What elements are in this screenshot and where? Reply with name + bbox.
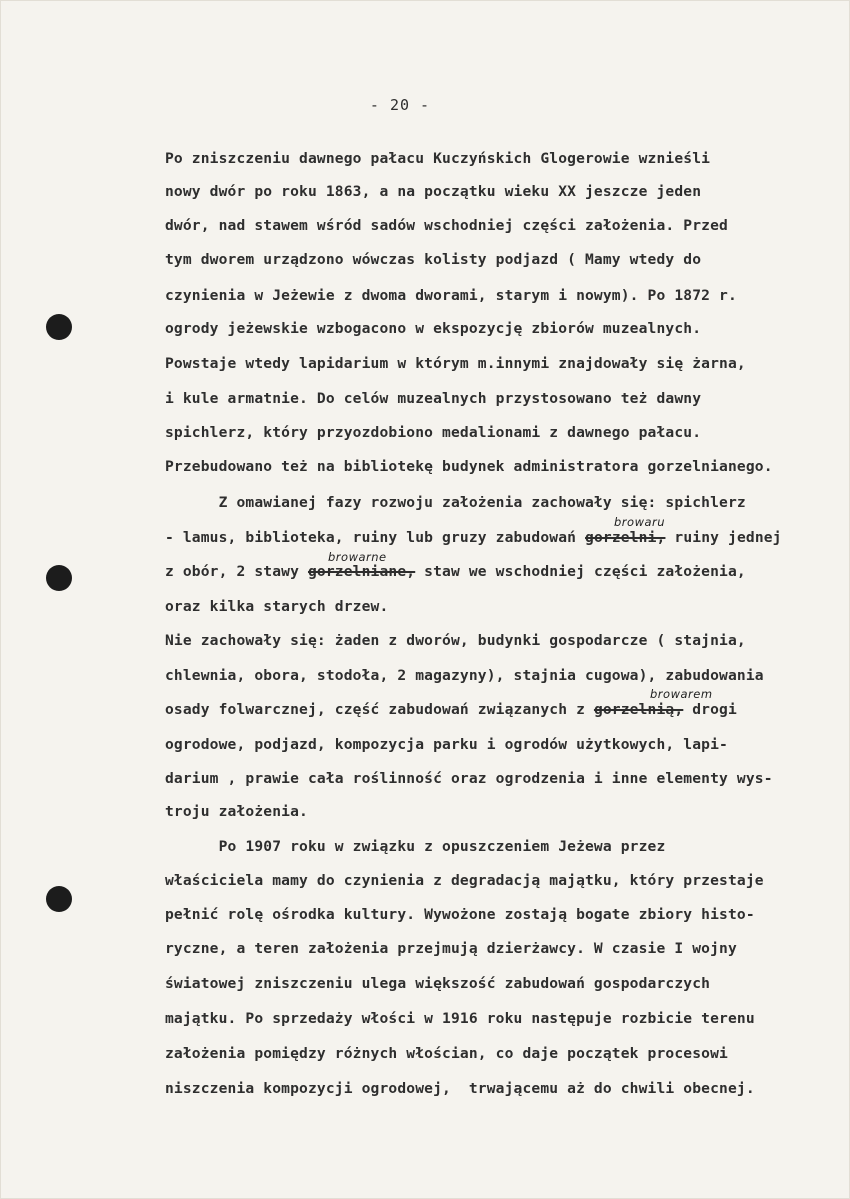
text-line: Po 1907 roku w związku z opuszczeniem Jeżewa przez: [165, 838, 666, 855]
text-line: czynienia w Jeżewie z dwoma dworami, starym i nowym). Po 1872 r.: [165, 287, 737, 304]
text-line: nowy dwór po roku 1863, a na początku wieku XX jeszcze jeden: [165, 183, 702, 200]
text-line: pełnić rolę ośrodka kultury. Wywożone zostają bogate zbiory histo-: [165, 906, 755, 923]
struck-word: gorzelniane,: [307, 563, 416, 580]
handwritten-correction: browarem: [650, 687, 713, 701]
text-line: niszczenia kompozycji ogrodowej, trwającemu aż do chwili obecnej.: [165, 1080, 755, 1097]
struck-word: gorzelnią,: [593, 701, 684, 718]
struck-word: gorzelni,: [585, 529, 666, 546]
text-line: ogrody jeżewskie wzbogacono w ekspozycję zbiorów muzealnych.: [165, 320, 702, 337]
text-line: Powstaje wtedy lapidarium w którym m.innymi znajdowały się żarna,: [165, 355, 746, 372]
text-line: majątku. Po sprzedaży włości w 1916 roku następuje rozbicie terenu: [165, 1010, 755, 1027]
text-line: właściciela mamy do czynienia z degradacją majątku, który przestaje: [165, 872, 764, 889]
text-line: i kule armatnie. Do celów muzealnych przystosowano też dawny: [165, 390, 702, 407]
page-number: - 20 -: [369, 96, 431, 114]
punch-hole: [46, 565, 72, 591]
text-line: z obór, 2 stawy gorzelniane, staw we wschodniej części założenia,: [165, 563, 746, 580]
text-line: oraz kilka starych drzew.: [165, 598, 389, 615]
handwritten-correction: browaru: [614, 515, 666, 529]
text-line: dwór, nad stawem wśród sadów wschodniej części założenia. Przed: [165, 217, 728, 234]
punch-hole: [46, 886, 72, 912]
text-line: tym dworem urządzono wówczas kolisty podjazd ( Mamy wtedy do: [165, 251, 702, 268]
text-line: troju założenia.: [165, 803, 308, 820]
text-line: darium , prawie cała roślinność oraz ogrodzenia i inne elementy wys-: [165, 770, 773, 787]
text-line: chlewnia, obora, stodoła, 2 magazyny), stajnia cugowa), zabudowania: [165, 667, 764, 684]
text-line: założenia pomiędzy różnych włościan, co daje początek procesowi: [165, 1045, 728, 1062]
text-line: Nie zachowały się: żaden z dworów, budynki gospodarcze ( stajnia,: [165, 632, 746, 649]
text-line: ogrodowe, podjazd, kompozycja parku i ogrodów użytkowych, lapi-: [165, 736, 728, 753]
text-line: spichlerz, który przyozdobiono medalionami z dawnego pałacu.: [165, 424, 702, 441]
text-line: - lamus, biblioteka, ruiny lub gruzy zabudowań gorzelni, ruiny jednej: [165, 529, 782, 546]
text-line: światowej zniszczeniu ulega większość zabudowań gospodarczych: [165, 975, 711, 992]
handwritten-correction: browarne: [328, 550, 387, 564]
text-line: osady folwarcznej, część zabudowań związanych z gorzelnią, drogi: [165, 701, 737, 718]
text-line: Po zniszczeniu dawnego pałacu Kuczyńskich Glogerowie wznieśli: [165, 150, 711, 167]
text-line: Z omawianej fazy rozwoju założenia zachowały się: spichlerz: [165, 494, 746, 511]
text-line: ryczne, a teren założenia przejmują dzierżawcy. W czasie I wojny: [165, 940, 737, 957]
punch-hole: [46, 314, 72, 340]
text-line: Przebudowano też na bibliotekę budynek administratora gorzelnianego.: [165, 458, 773, 475]
